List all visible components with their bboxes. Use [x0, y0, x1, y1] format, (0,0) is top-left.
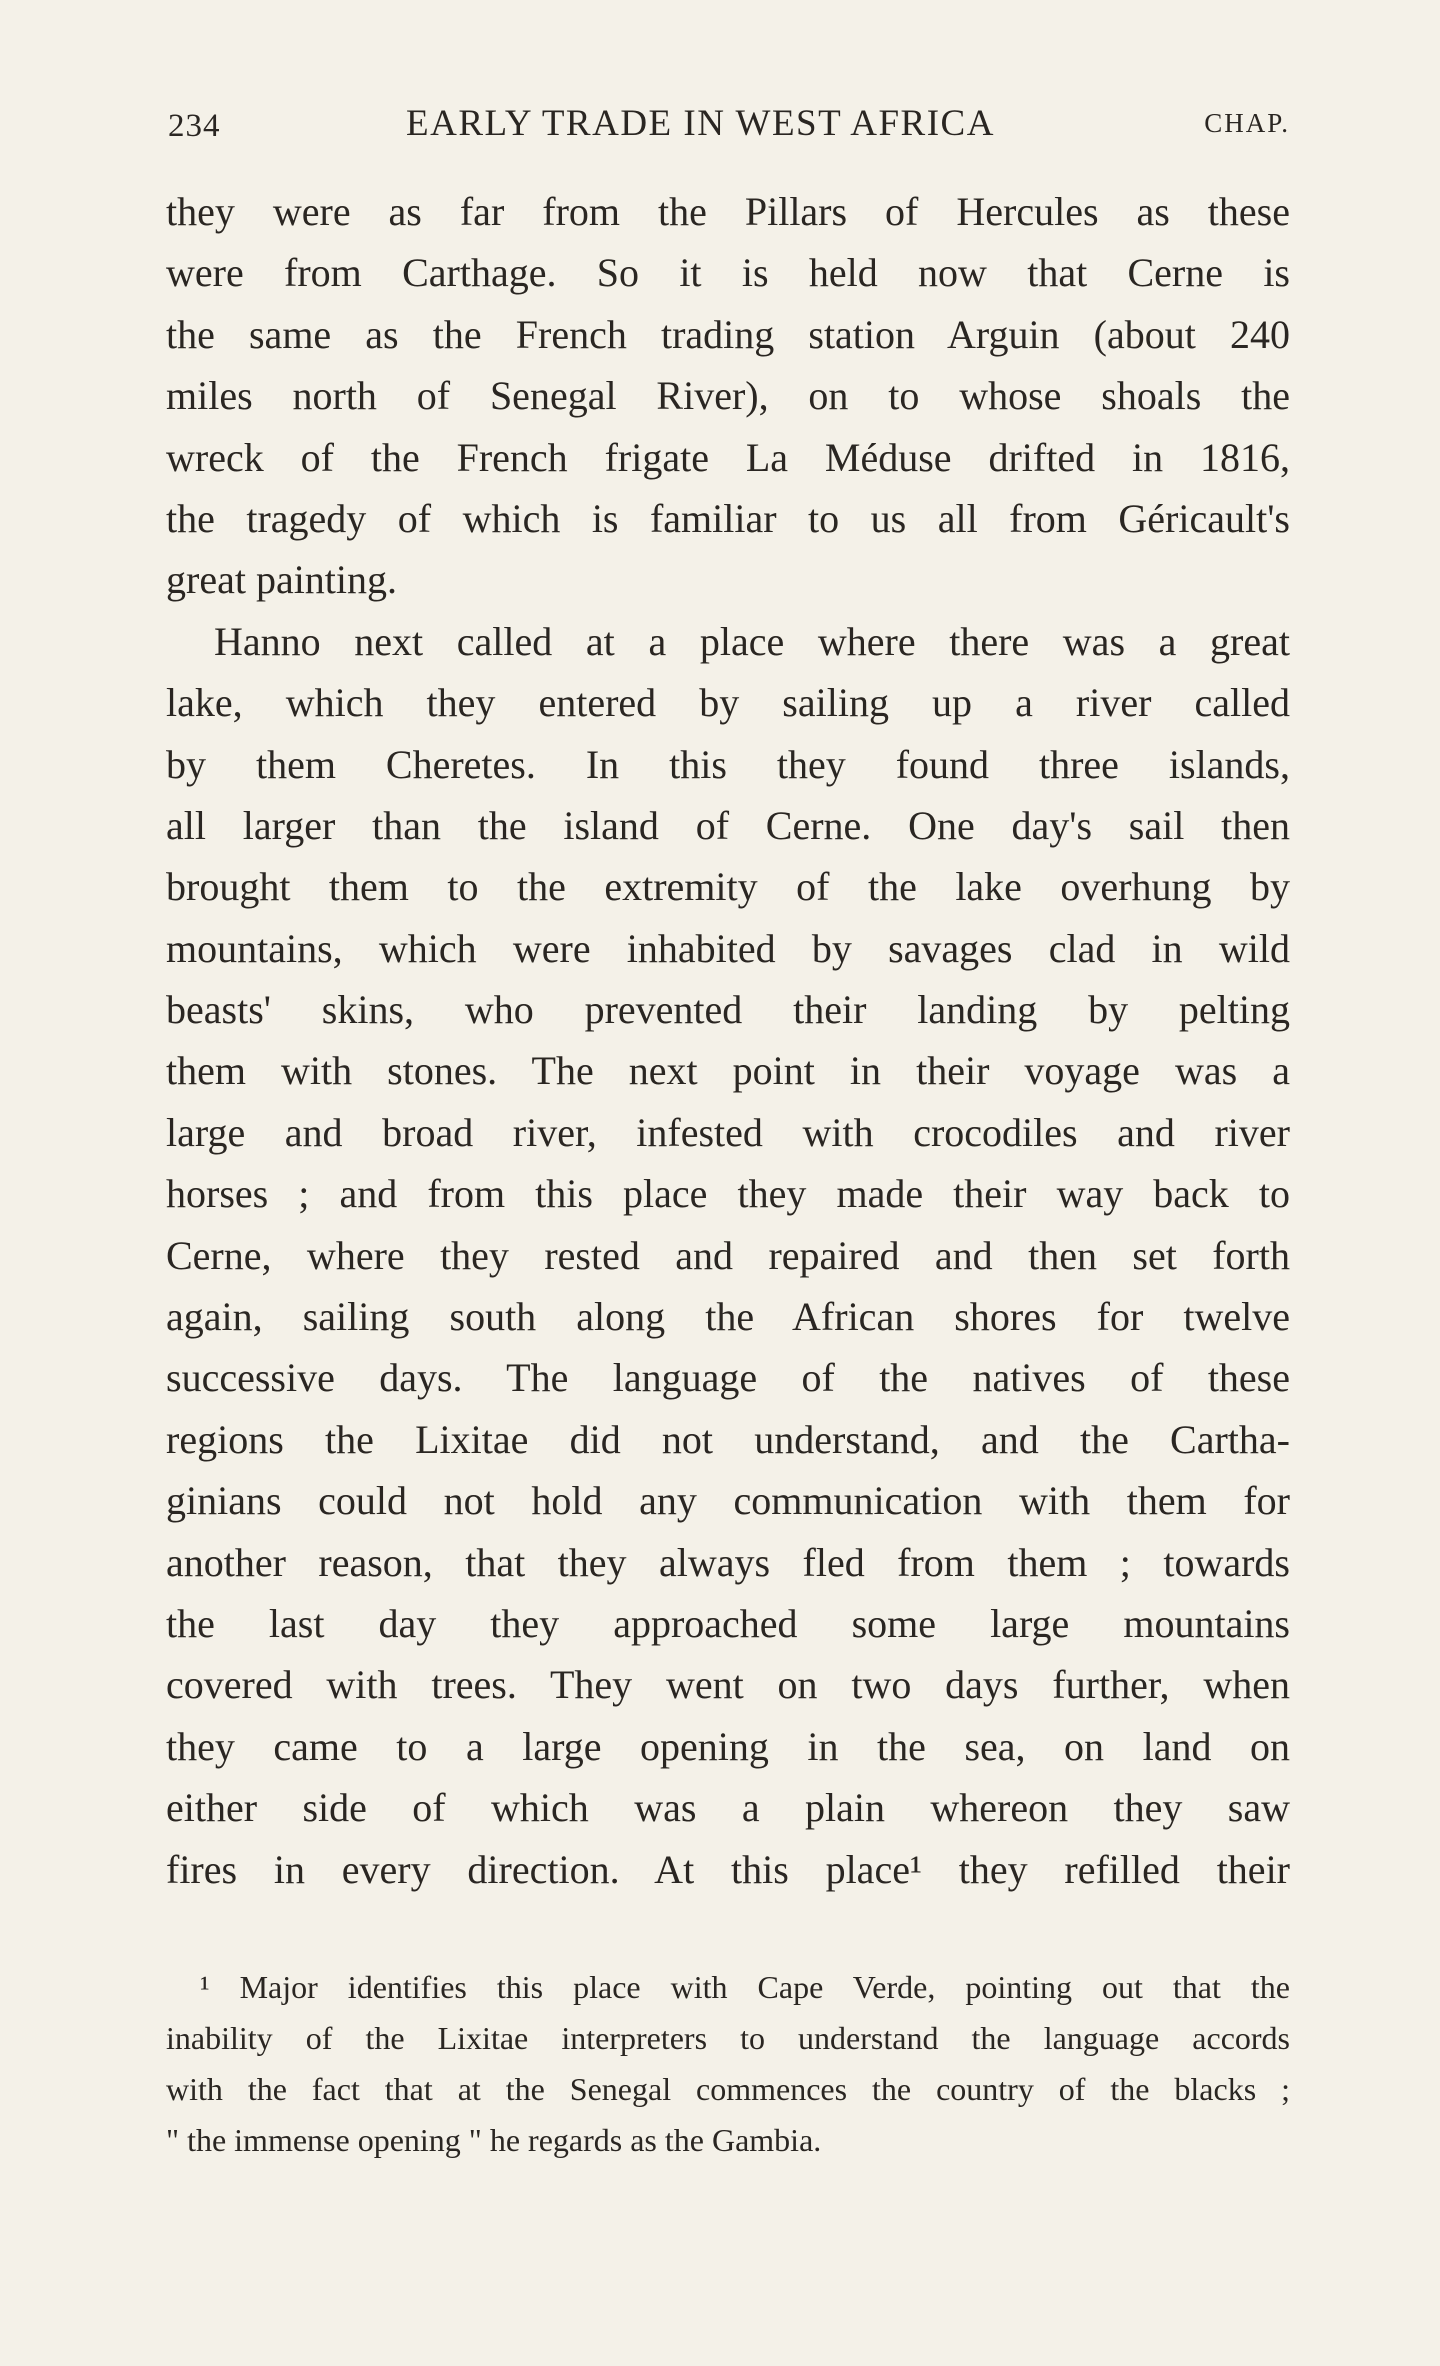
footnote-line: " the immense opening " he regards as the Gambia. [166, 2122, 822, 2158]
footnote-line: ¹ Major identifies this place with Cape Verde, pointing out that the [200, 1969, 1290, 2005]
footnote-line: inability of the Lixitae interpreters to understand the language accords [166, 2020, 1290, 2056]
text-line: brought them to the extremity of the lake overhung by [166, 864, 1290, 910]
footnote [166, 1962, 1290, 2166]
text-line: miles north of Senegal River), on to whose shoals the [166, 373, 1290, 419]
text-line: by them Cheretes. In this they found three islands, [166, 741, 1290, 787]
text-line: covered with trees. They went on two days further, when [166, 1662, 1290, 1708]
text-line: wreck of the French frigate La Méduse drifted in 1816, [166, 434, 1290, 480]
text-line: they were as far from the Pillars of Hercules as these [166, 189, 1290, 234]
text-line: regions the Lixitae did not understand, and the Cartha- [166, 1416, 1290, 1462]
footnote-line: with the fact that at the Senegal commences the country of the blacks ; [166, 2071, 1290, 2107]
text-line: them with stones. The next point in their voyage was a [166, 1048, 1290, 1094]
book-title: EARLY TRADE IN WEST AFRICA [406, 103, 995, 144]
running-head [168, 102, 1290, 152]
text-line: horses ; and from this place they made their way back to [166, 1171, 1290, 1217]
text-line: the tragedy of which is familiar to us all from Géricault's [166, 495, 1290, 541]
text-line: successive days. The language of the natives of these [166, 1355, 1290, 1401]
text-line: they came to a large opening in the sea, on land on [166, 1723, 1290, 1769]
text-line: another reason, that they always fled from them ; towards [166, 1539, 1290, 1585]
text-line: Hanno next called at a place where there was a great [214, 618, 1290, 664]
page-number: 234 [168, 108, 221, 144]
text-line: beasts' skins, who prevented their landing by pelting [166, 987, 1290, 1033]
body-text [166, 181, 1290, 1900]
text-line: ginians could not hold any communication with them for [166, 1478, 1290, 1524]
text-line: the same as the French trading station Arguin (about 240 [166, 311, 1290, 357]
text-line: great painting. [166, 557, 398, 603]
text-line: were from Carthage. So it is held now that Cerne is [166, 250, 1290, 296]
text-line: large and broad river, infested with crocodiles and river [166, 1109, 1290, 1155]
text-line: mountains, which were inhabited by savages clad in wild [166, 925, 1290, 971]
text-line: all larger than the island of Cerne. One day's sail then [166, 802, 1290, 848]
text-line: fires in every direction. At this place¹ they refilled their [166, 1846, 1290, 1892]
text-line: again, sailing south along the African shores for twelve [166, 1294, 1290, 1340]
text-line: lake, which they entered by sailing up a river called [166, 680, 1290, 726]
text-line: Cerne, where they rested and repaired and then set forth [166, 1232, 1290, 1278]
text-line: either side of which was a plain whereon they saw [166, 1785, 1290, 1831]
text-line: the last day they approached some large mountains [166, 1600, 1290, 1646]
chapter-label: CHAP. [1204, 108, 1290, 138]
